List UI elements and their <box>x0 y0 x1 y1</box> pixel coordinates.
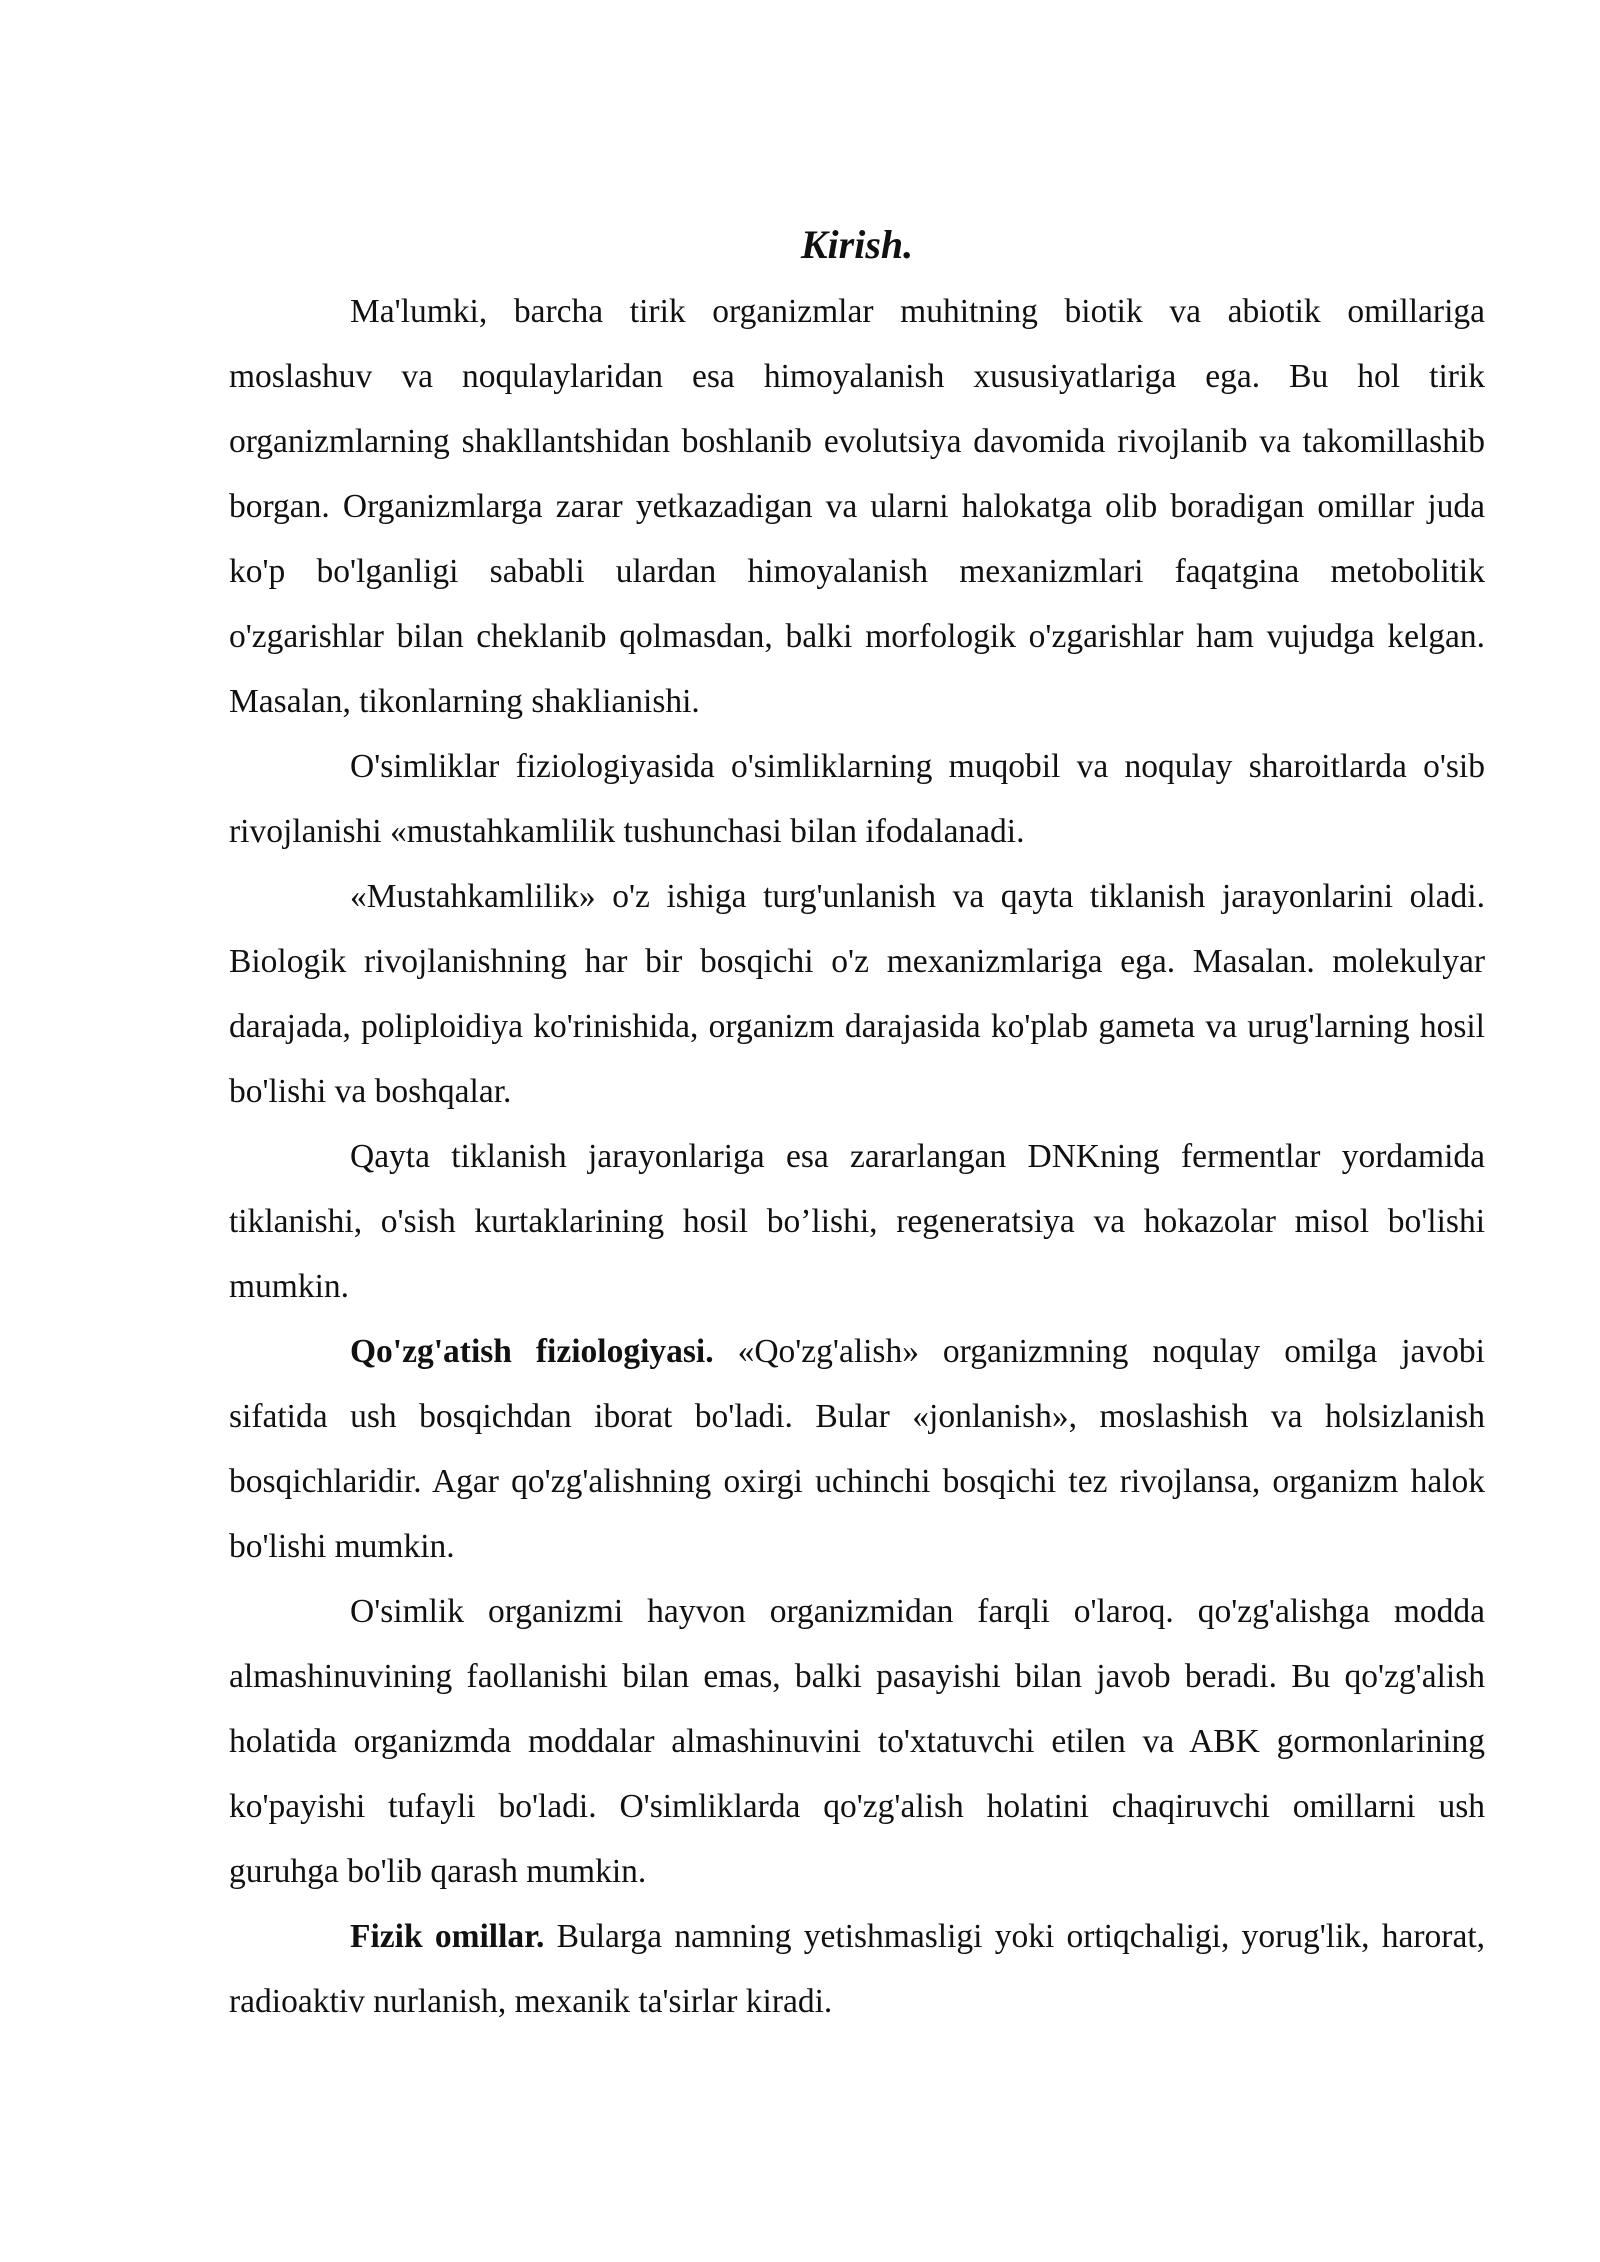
section-heading-fizik-omillar: Fizik omillar. <box>350 1918 545 1955</box>
paragraph-5 <box>229 1319 1485 1579</box>
page-title: Kirish. <box>800 222 914 267</box>
paragraph-5-text: «Qo'zg'alish» organizmning noqulay omilga javobi sifatida ush bosqichdan iborat bo'ladi. Bular «jonlanish», moslashish va holsizlanish bosqichlaridir. Agar qo'zg'alishning oxirgi uchinchi bosqichi tez rivojlansa, organizm halok bo'lishi mumkin. <box>229 1333 1485 1565</box>
paragraph-2-text: O'simliklar fiziologiyasida o'simliklarning muqobil va noqulay sharoitlarda o'sib rivojlanishi «mustahkamlilik tushunchasi bilan ifodalanadi. <box>229 748 1485 850</box>
paragraph-1-text: Ma'lumki, barcha tirik organizmlar muhitning biotik va abiotik omillariga moslashuv va noqulaylaridan esa himoyalanish xususiyatlariga ega. Bu hol tirik organizmlarning shakllantshidan boshlanib evolutsiya davomida rivojlanib va takomillashib borgan. Organizmlarga zarar yetkazadigan va ularni halokatga olib boradigan omillar juda ko'p bo'lganligi sababli ulardan himoyalanish mexanizmlari faqatgina metobolitik o'zgarishlar bilan cheklanib qolmasdan, balki morfologik o'zgarishlar ham vujudga kelgan. Masalan, tikonlarning shaklianishi. <box>229 293 1485 720</box>
paragraph-3-text: «Mustahkamlilik» o'z ishiga turg'unlanish va qayta tiklanish jarayonlarini oladi. Biologik rivojlanishning har bir bosqichi o'z mexanizmlariga ega. Masalan. molekulyar darajada, poliploidiya ko'rinishida, organizm darajasida ko'plab gameta va urug'larning hosil bo'lishi va boshqalar. <box>229 878 1485 1110</box>
paragraph-6 <box>229 1579 1485 1904</box>
paragraph-7-text: Bularga namning yetishmasligi yoki ortiqchaligi, yorug'lik, harorat, radioaktiv nurlanish, mexanik ta'sirlar kiradi. <box>229 1918 1486 2020</box>
paragraph-4 <box>229 1124 1485 1319</box>
paragraph-2 <box>229 734 1485 864</box>
paragraph-3 <box>229 864 1485 1124</box>
section-heading-qozgatish: Qo'zg'atish fiziologiyasi. <box>350 1333 714 1370</box>
paragraph-1 <box>229 279 1485 734</box>
document-page <box>229 215 1485 2034</box>
paragraph-4-text: Qayta tiklanish jarayonlariga esa zararlangan DNKning fermentlar yordamida tiklanishi, o'sish kurtaklarining hosil bo’lishi, regeneratsiya va hokazolar misol bo'lishi mumkin. <box>229 1138 1485 1305</box>
paragraph-6-text: O'simlik organizmi hayvon organizmidan farqli o'laroq. qo'zg'alishga modda almashinuvining faollanishi bilan emas, balki pasayishi bilan javob beradi. Bu qo'zg'alish holatida organizmda moddalar almashinuvini to'xtatuvchi etilen va ABK gormonlarining ko'payishi tufayli bo'ladi. O'simliklarda qo'zg'alish holatini chaqiruvchi omillarni ush guruhga bo'lib qarash mumkin. <box>229 1593 1485 1890</box>
paragraph-7 <box>229 1904 1485 2034</box>
